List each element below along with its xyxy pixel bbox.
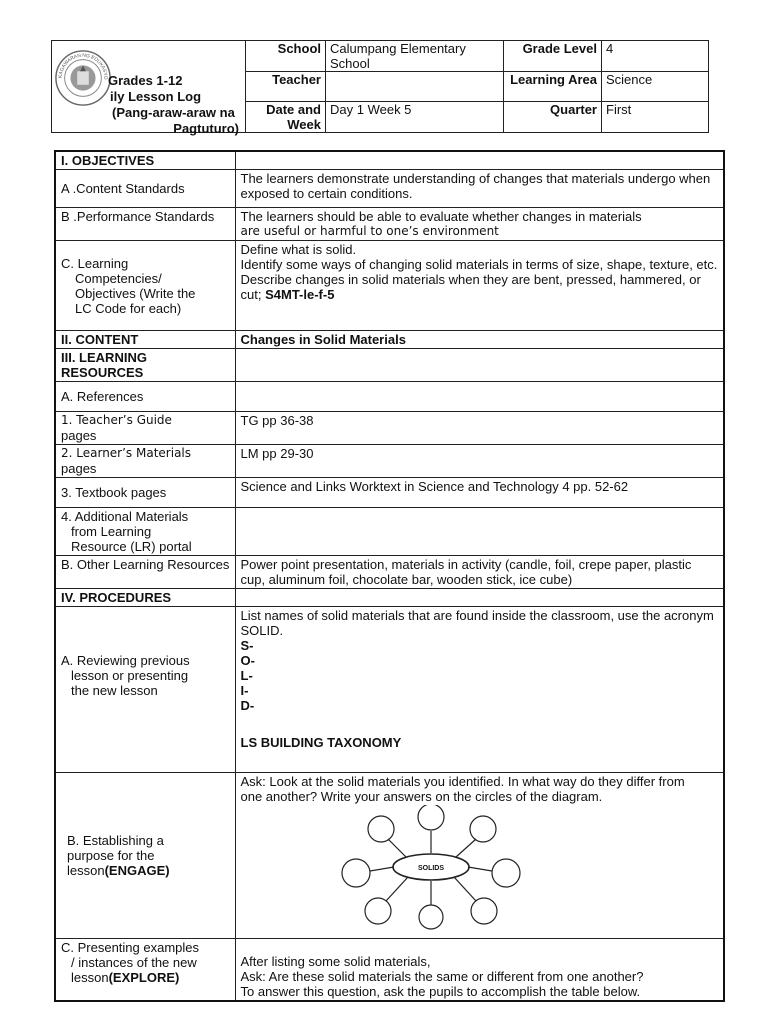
resources-heading-blank (235, 349, 724, 382)
performance-standards-value (235, 208, 724, 241)
procedure-c-label-2: / instances of the new (71, 955, 197, 970)
procedure-c-line-2: Ask: Are these solid materials the same or different from one another? (240, 969, 644, 984)
textbook-label: 3. Textbook pages (55, 478, 235, 508)
procedure-b-label-2: purpose for the (67, 848, 155, 863)
references-value (235, 382, 724, 412)
performance-line-1: The learners should be able to evaluate whether changes in materials (240, 209, 642, 224)
performance-line-2: are useful or harmful to one’s environment (240, 224, 499, 238)
deped-seal-icon (54, 49, 112, 107)
content-value: Changes in Solid Materials (235, 331, 724, 349)
tg-label-1: 1. Teacher’s Guide (61, 413, 172, 427)
area-value: Science (602, 72, 709, 102)
procedure-a-value (235, 607, 724, 773)
competencies-value (235, 241, 724, 331)
procedure-a-label (55, 607, 235, 773)
quarter-value: First (602, 102, 709, 133)
tg-label (55, 412, 235, 445)
procedure-b-label-3: lesson (67, 863, 105, 878)
resources-heading: III. LEARNING RESOURCES (55, 349, 235, 382)
procedure-b-text: Ask: Look at the solid materials you identified. In what way do they differ from one another? Write your answers on the circles of the diagram. (240, 774, 685, 804)
competencies-label-2: Competencies/ (75, 271, 162, 286)
tg-value: TG pp 36-38 (235, 412, 724, 445)
lesson-log-table (54, 150, 725, 1002)
competencies-label-1: C. Learning (61, 256, 129, 271)
content-standards-label: A .Content Standards (55, 170, 235, 208)
teacher-value (326, 72, 504, 102)
procedure-c-explore: (EXPLORE) (108, 970, 180, 985)
diagram-circle-bottom-right (471, 898, 497, 924)
lm-label-2: pages (61, 461, 97, 476)
procedure-a-text: List names of solid materials that are found inside the classroom, use the acronym SOLID. (240, 608, 714, 638)
lm-label (55, 445, 235, 478)
solid-letter-l: L- (240, 668, 253, 683)
performance-standards-label: B .Performance Standards (55, 208, 235, 241)
diagram-circle-right (492, 859, 520, 887)
solid-letter-o: O- (240, 653, 255, 668)
diagram-center-label: SOLIDS (417, 865, 444, 872)
procedures-heading: IV. PROCEDURES (55, 589, 235, 607)
procedure-b-label (55, 773, 235, 939)
competencies-label (55, 241, 235, 331)
solids-bubble-diagram (336, 805, 526, 930)
procedure-c-label (55, 939, 235, 1002)
diagram-circle-bottom-left (365, 898, 391, 924)
content-standards-value: The learners demonstrate understanding of changes that materials undergo when exposed to certain conditions. (235, 170, 724, 208)
grade-label: Grade Level (504, 41, 602, 72)
procedure-b-label-1: B. Establishing a (67, 833, 164, 848)
title-line-3: (Pang-araw-araw na (112, 105, 235, 120)
area-label: Learning Area (504, 72, 602, 102)
procedure-a-strategy: LS BUILDING TAXONOMY (240, 735, 402, 750)
procedure-c-label-1: C. Presenting examples (61, 940, 200, 955)
quarter-label: Quarter (504, 102, 602, 133)
diagram-circle-top-right (470, 816, 496, 842)
other-resources-value: Power point presentation, materials in activity (candle, foil, crepe paper, plastic cup, aluminum foil, chocolate bar, wooden stick, ice cube) (235, 556, 724, 589)
diagram-circle-top (418, 805, 444, 830)
competencies-line-2: Identify some ways of changing solid materials in terms of size, shape, texture, etc. (240, 257, 718, 272)
grade-value: 4 (602, 41, 709, 72)
date-value: Day 1 Week 5 (326, 102, 504, 133)
title-line-1: Grades 1-12 (108, 73, 183, 88)
objectives-heading-blank (235, 151, 724, 170)
additional-label-2: from Learning (71, 524, 152, 539)
solid-letter-d: D- (240, 698, 255, 713)
diagram-circle-top-left (368, 816, 394, 842)
title-line-4: Pagtuturo) (173, 121, 239, 136)
lm-value: LM pp 29-30 (235, 445, 724, 478)
procedures-heading-blank (235, 589, 724, 607)
competencies-label-4: LC Code for each) (75, 301, 182, 316)
textbook-value: Science and Links Worktext in Science and Technology 4 pp. 52-62 (235, 478, 724, 508)
procedure-b-engage: (ENGAGE) (104, 863, 170, 878)
school-label: School (246, 41, 326, 72)
references-label: A. References (55, 382, 235, 412)
solid-letter-i: I- (240, 683, 249, 698)
teacher-label: Teacher (246, 72, 326, 102)
solid-letter-s: S- (240, 638, 254, 653)
lm-label-1: 2. Learner’s Materials (61, 446, 192, 460)
school-value: Calumpang Elementary School (326, 41, 504, 72)
additional-label-1: 4. Additional Materials (61, 509, 189, 524)
content-heading: II. CONTENT (55, 331, 235, 349)
objectives-heading: I. OBJECTIVES (55, 151, 235, 170)
procedure-a-label-3: the new lesson (71, 682, 158, 698)
procedure-a-label-1: A. Reviewing previous (61, 652, 190, 668)
title-cell (52, 41, 246, 136)
procedure-b-value (235, 773, 724, 939)
other-resources-label: B. Other Learning Resources (55, 556, 235, 589)
additional-label (55, 508, 235, 556)
competencies-code: S4MT-le-f-5 (265, 287, 335, 302)
competencies-label-3: Objectives (Write the (75, 286, 196, 301)
additional-value (235, 508, 724, 556)
seal-text: KAGAWARAN NG EDUKASYO (58, 53, 108, 80)
competencies-line-1: Define what is solid. (240, 242, 357, 257)
competencies-line-3: Describe changes in solid materials when they are bent, pressed, hammered, or cut; (240, 272, 701, 302)
additional-label-3: Resource (LR) portal (71, 539, 192, 554)
procedure-c-value (235, 939, 724, 1002)
tg-label-2: pages (61, 428, 97, 443)
procedure-c-line-3: To answer this question, ask the pupils to accomplish the table below. (240, 984, 641, 999)
procedure-c-label-3: lesson (71, 970, 109, 985)
procedure-c-line-1: After listing some solid materials, (240, 954, 431, 969)
diagram-circle-left (342, 859, 370, 887)
header-table (51, 40, 709, 136)
diagram-circle-bottom (419, 905, 443, 929)
date-label: Date and Week (246, 102, 326, 133)
title-line-2: ily Lesson Log (110, 89, 202, 104)
procedure-a-label-2: lesson or presenting (71, 667, 189, 683)
